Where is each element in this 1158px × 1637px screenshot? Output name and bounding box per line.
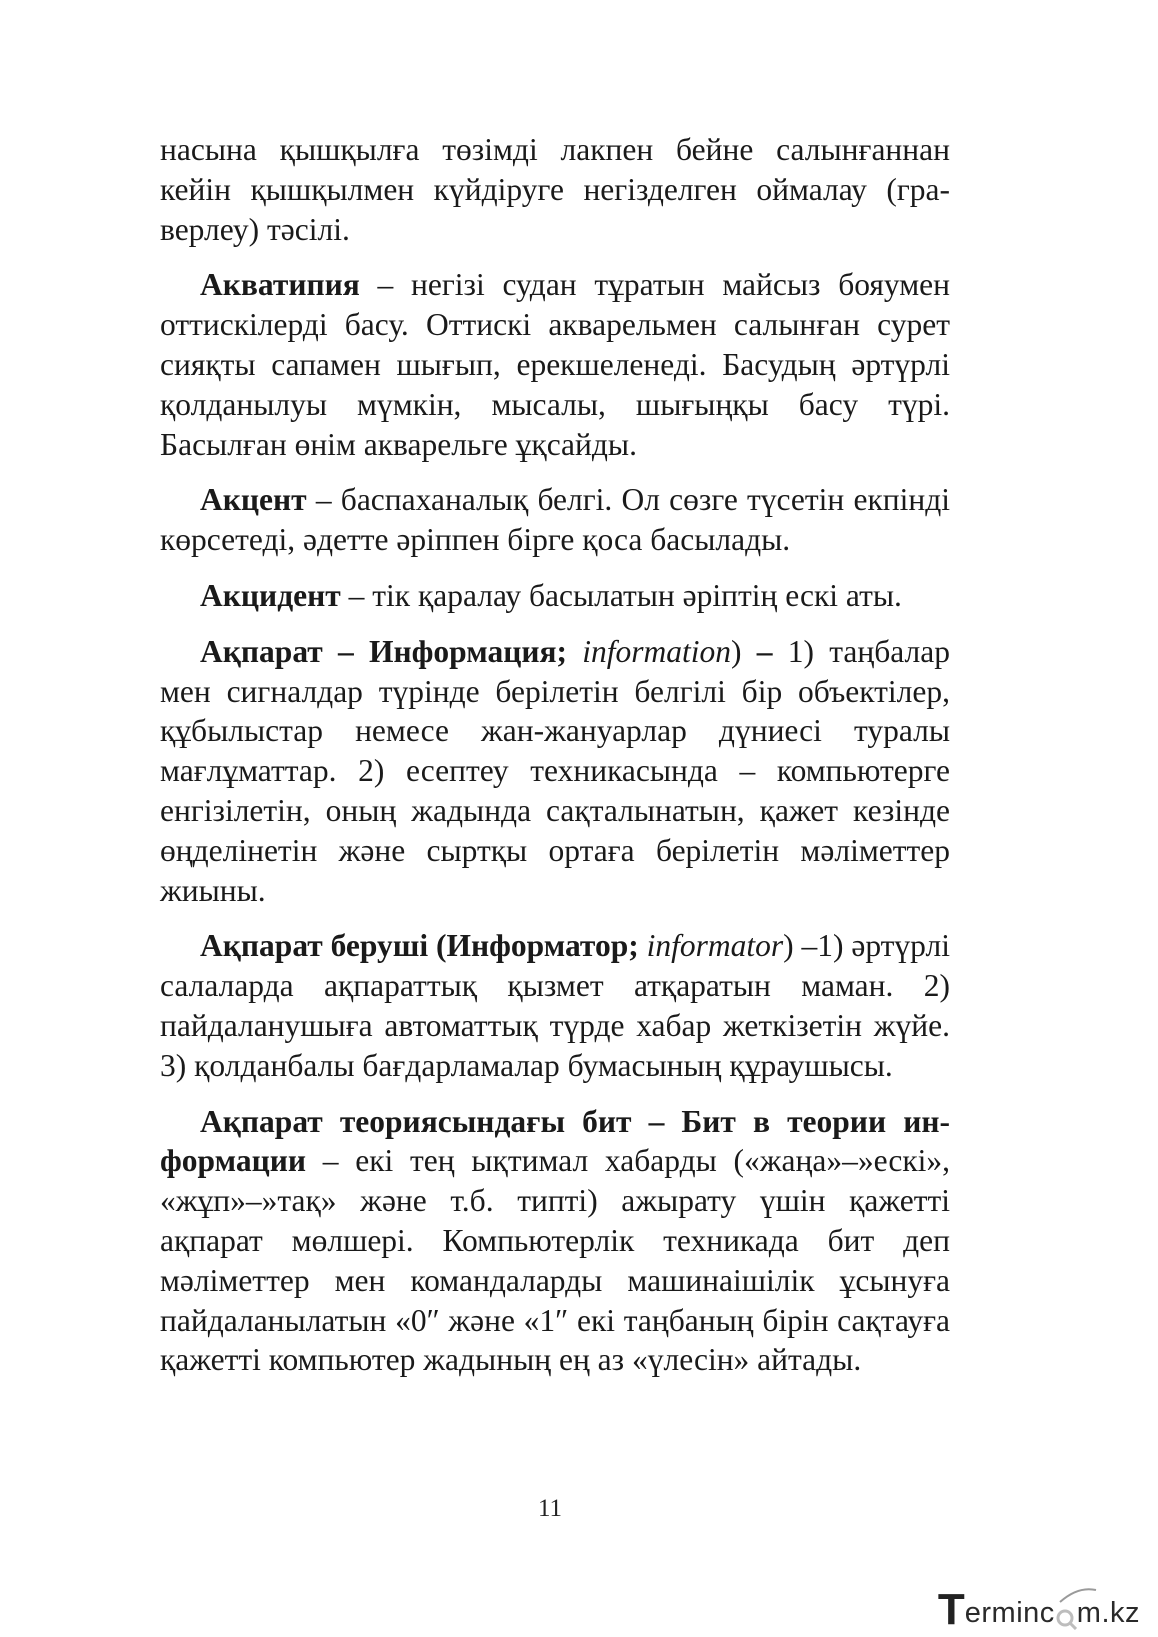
entry-definition: ) –1) әртүрлі салаларда ақпараттық қызмет атқаратын маман. 2) пайдаланушыға автоматтық түрде хабар жеткізетін жүйе. 3) қолданбалы бағдарламалар бумасының құраушысы.	[160, 928, 950, 1083]
entry-definition: – тік қаралау басылатын әріптің ескі аты.	[340, 577, 902, 613]
document-body	[160, 130, 950, 1396]
entry-separator	[639, 928, 647, 963]
watermark-initial: T	[937, 1585, 965, 1634]
entry-text: насына қышқылға төзімді лакпен бейне салынғаннан кейін қышқылмен күйдіруге негізделген оймалау (граверлеу) тәсілі.	[160, 132, 950, 247]
entry-definition: – негізі судан тұратын майсыз бояумен оттискілерді басу. Оттискі акварельмен салынған сурет сияқты сапамен шығып, ерекшеленеді. Басудың әртүрлі қолданылуы мүмкін, мысалы, шығыңқы басу түрі. Басылған өнім акварельге ұқсайды.	[160, 267, 950, 462]
watermark-text-a: erminc	[964, 1597, 1055, 1629]
magnifier-icon	[1055, 1608, 1077, 1630]
term-headword: Ақпарат – Информация;	[200, 633, 568, 669]
entry-akparat-bit	[160, 1102, 950, 1381]
entry-akvatipiya	[160, 265, 950, 464]
page-number: 11	[537, 1495, 563, 1522]
entry-separator	[567, 634, 582, 669]
term-headword: Акцент	[200, 482, 307, 518]
entry-definition: – екі тең ықтимал хабарды («жаңа»–»ескі», «жұп»–»тақ» және т.б. типті) ажырату үшін қажетті ақпарат мөлшері. Компьютерлік техникада бит деп мәліметтер мен командаларды машинаішілік ұсынуға пайдаланылатын «0″ және «1″ екі таңбаның бірін сақтауға қажетті компьютер жадының ең аз «үлесін» айтады.	[160, 1143, 950, 1378]
termincom-watermark-logo	[937, 1585, 1140, 1634]
entry-definition: 1) таңбалар мен сигналдар түрінде берілетін белгілі бір объектілер, құбылыстар немесе жан-жануарлар дүниесі туралы мағлұматтар. 2) есептеу техникасында – компьютерге енгізілетін, оның жадында сақталынатын, қажет кезінде өңделінетін және сыртқы ортаға берілетін мәліметтер жиыны.	[160, 633, 951, 908]
watermark-text-b: m.kz	[1076, 1597, 1140, 1629]
entry-definition: – баспаханалық белгі. Ол сөзге түсетін екпінді көрсетеді, әдетте әріппен бірге қоса басылады.	[160, 482, 950, 558]
entry-dash: –	[741, 633, 773, 669]
term-headword: Акватипия	[200, 267, 360, 303]
entry-akparat-berushi	[160, 926, 950, 1085]
swoosh-icon	[1058, 1584, 1098, 1604]
term-english: informator	[646, 928, 784, 964]
term-headword: Ақпарат беруші (Информатор;	[200, 928, 639, 964]
term-headword: Ақпарат теориясындағы бит – Бит в теории информации	[160, 1103, 950, 1179]
term-english: information	[582, 633, 732, 669]
entry-bracket: )	[731, 633, 742, 669]
entry-continuation	[160, 130, 950, 249]
entry-aktsident	[160, 576, 950, 616]
entry-aktsent	[160, 480, 950, 560]
entry-akparat	[160, 632, 950, 911]
term-headword: Акцидент	[200, 577, 341, 613]
